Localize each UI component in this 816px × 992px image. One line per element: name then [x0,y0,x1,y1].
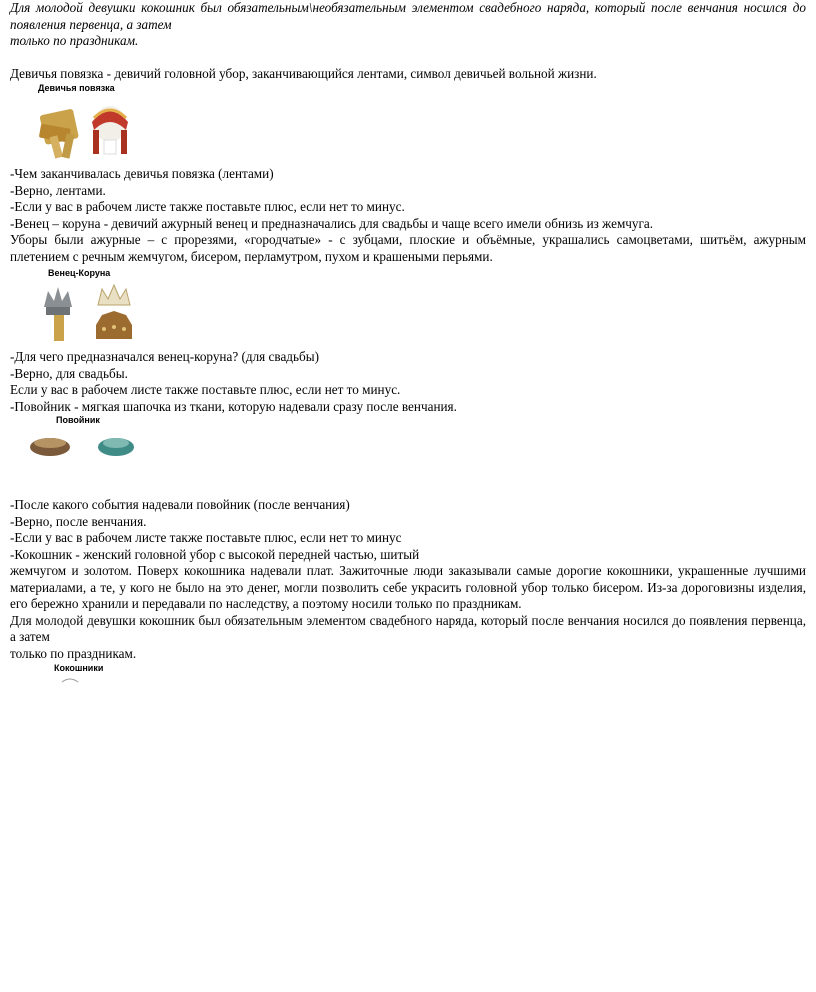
povoinik-line-3: -Если у вас в рабочем листе также поставьте плюс, если нет то минус [10,530,402,545]
povoinik-line-2: -Верно, после венчания. [10,513,147,529]
povoinik-cap-right [98,438,134,456]
povoinik-definition: -Повойник - мягкая шапочка из ткани, которую надевали сразу после венчания. [10,398,457,414]
kokoshnik-figure [10,662,806,686]
venets-figure [10,265,806,349]
document-page [10,0,806,686]
venets-image [38,281,148,349]
intro-italic-paragraph: Для молодой девушки кокошник был обязательным\необязательным элементом свадебного наряда, который после венчания носился до появления первенца, а затем [10,0,806,32]
povyazka-line-1: -Чем заканчивалась девичья повязка (лентами) [10,166,274,181]
povyazka-figure-title: Девичья повязка [38,83,115,93]
povyazka-mannequin-headdress [92,106,128,154]
povyazka-figure [10,82,806,166]
kokoshnik-closing-line2: только по праздникам. [10,645,137,661]
kokoshnik-figure-title: Кокошники [54,663,104,673]
povyazka-band-headdress [39,109,79,159]
povoinik-cap-left [30,438,70,456]
povoinik-line-1: -После какого события надевали повойник (после венчания) [10,497,350,512]
povoinik-image [26,429,146,469]
venets-crown-left [44,287,72,341]
venets-line-1: -Для чего предназначался венец-коруна? (для свадьбы) [10,349,319,364]
intro-italic-line2: только по праздникам. [10,33,139,48]
kokoshnik-definition: -Кокошник - женский головной убор с высокой передней частью, шитый [10,546,420,562]
venets-line-3: Если у вас в рабочем листе также поставьте плюс, если нет то минус. [10,382,401,397]
venets-description: Уборы были ажурные – с прорезями, «городчатые» - с зубцами, плоские и объёмные, украшались самоцветами, шитьём, ажурным плетением с речным жемчугом, бисером, перламутром, пухом и крашеными перьями. [10,232,806,264]
venets-figure-title: Венец-Коруна [48,268,111,278]
venets-crown-right-top [98,285,130,305]
venets-crown-right-bottom [96,311,132,339]
kokoshnik-description: жемчугом и золотом. Поверх кокошника надевали плат. Зажиточные люди заказывали самые дорогие кокошники, украшенные лучшими материалами, а те, у кого не было на это денег, могли позволить себе украсить головной убор только бисером. Из-за дороговизны изделия, его бережно хранили и передавали по наследству, а поэтому носили только по праздникам. [10,563,806,611]
venets-line-2: -Верно, для свадьбы. [10,365,128,381]
kokoshnik-closing: Для молодой девушки кокошник был обязательным элементом свадебного наряда, который после венчания носился до появления первенца, а затем [10,612,806,644]
povyazka-line-2: -Верно, лентами. [10,182,106,198]
kokoshnik-image-fragment [54,676,114,684]
venets-definition: -Венец – коруна - девичий ажурный венец и предназначались для свадьбы и чаще всего имели обнизь из жемчуга. [10,215,654,231]
povoinik-figure [10,415,806,497]
povyazka-line-3: -Если у вас в рабочем листе также поставьте плюс, если нет то минус. [10,199,405,214]
povyazka-image [38,96,148,166]
povoinik-figure-title: Повойник [56,415,100,425]
povyazka-definition: Девичья повязка - девичий головной убор, заканчивающийся лентами, символ девичьей вольной жизни. [10,65,597,81]
